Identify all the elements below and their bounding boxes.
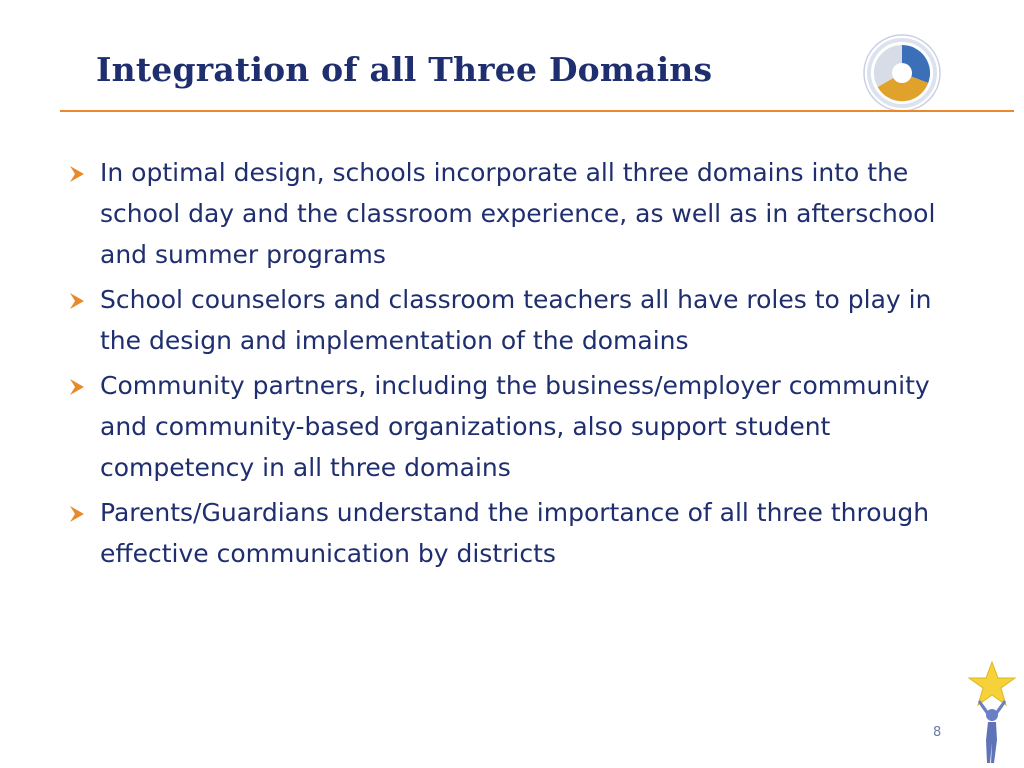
- bullet-item: [68, 152, 968, 275]
- domains-circle-logo: [862, 33, 942, 113]
- page-number: 8: [933, 725, 942, 740]
- bullet-item: [68, 279, 968, 361]
- bullet-item: [68, 365, 968, 488]
- arrow-bullet-icon: [68, 292, 86, 310]
- arrow-bullet-icon: [68, 165, 86, 183]
- bullet-text: School counselors and classroom teachers all have roles to play in the design and implementation of the domains: [100, 285, 932, 355]
- bullet-list: [68, 152, 968, 578]
- bullet-text: Parents/Guardians understand the importance of all three through effective communication by districts: [100, 498, 930, 568]
- star-person-icon: [964, 660, 1020, 765]
- arrow-bullet-icon: [68, 378, 86, 396]
- bullet-text: Community partners, including the business/employer community and community-based organizations, also support student competency in all three domains: [100, 371, 930, 482]
- title-divider: [60, 110, 1014, 112]
- bullet-text: In optimal design, schools incorporate all three domains into the school day and the classroom experience, as well as in afterschool and summer programs: [100, 158, 936, 269]
- arrow-bullet-icon: [68, 505, 86, 523]
- slide-title: Integration of all Three Domains: [96, 50, 713, 89]
- bullet-item: [68, 492, 968, 574]
